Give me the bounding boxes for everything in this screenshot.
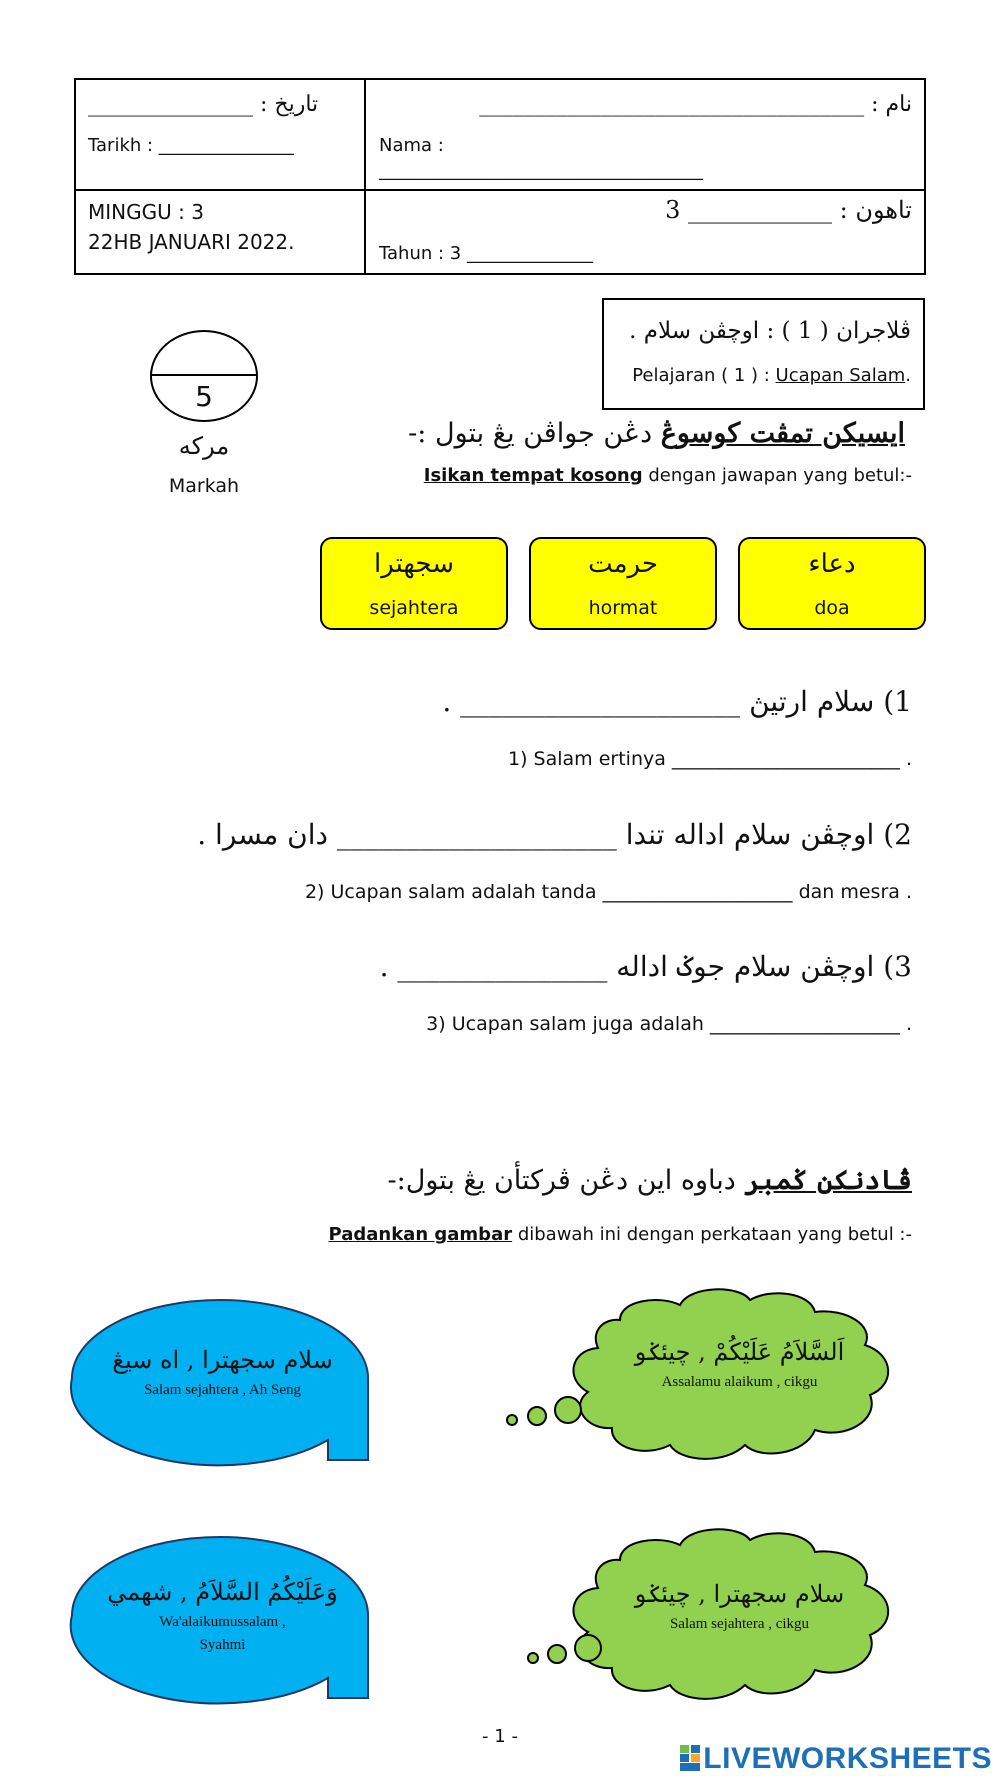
question-2-rumi[interactable]: 2) Ucapan salam adalah tanda ____________________ dan mesra .: [304, 881, 912, 903]
liveworksheets-icon: [680, 1745, 700, 1771]
bubble-rumi: Assalamu alaikum , cikgu: [661, 1374, 818, 1390]
cloud-assalamu-alaikum-text[interactable]: [612, 1338, 867, 1391]
thought-dot: [528, 1653, 538, 1663]
card-jawi: دعاء: [808, 549, 856, 579]
section2-jawi-bold: ڤادنكن ݢمبر: [744, 1165, 912, 1196]
nama-label: Nama :: [379, 135, 444, 156]
thought-dot: [555, 1397, 581, 1423]
bubble-jawi: سلام سجهترا , چيئݢو: [634, 1580, 845, 1608]
card-rumi: doa: [814, 597, 850, 619]
question-3-rumi[interactable]: 3) Ucapan salam juga adalah ____________________ .: [426, 1013, 912, 1035]
card-jawi: حرمت: [588, 549, 658, 579]
nama-field[interactable]: ____________________________________: [379, 160, 703, 181]
section1-rumi-rest: dengan jawapan yang betul:-: [642, 465, 912, 486]
nama-jawi: نام : ___________________________________: [479, 92, 912, 117]
card-jawi: سجهترا: [374, 549, 454, 579]
date-label: 22HB JANUARI 2022.: [88, 230, 295, 254]
tahun-field[interactable]: Tahun : 3 ______________: [379, 243, 593, 264]
section2-jawi-rest: دباوه اين دڠن ڤركتأن يڠ بتول:-: [387, 1165, 745, 1196]
tahun-jawi: تاهون : ____________ 3: [665, 196, 912, 224]
marks-label-rumi: Markah: [168, 475, 240, 497]
card-rumi: hormat: [588, 597, 658, 619]
brand-text: LIVEWORKSHEETS: [703, 1742, 992, 1775]
question-1-rumi[interactable]: 1) Salam ertinya ________________________ .: [508, 748, 912, 770]
cloud-salam-cikgu-text[interactable]: [612, 1580, 867, 1633]
bubble-rumi: Salam sejahtera , cikgu: [669, 1616, 810, 1632]
section2-rumi-bold: Padankan gambar: [328, 1224, 513, 1245]
section1-jawi-bold: ايسيكن تمڤت كوسوڠ: [660, 418, 905, 449]
tarikh-field[interactable]: Tarikh : _______________: [88, 135, 294, 156]
bubble-rumi-line2: Syahmi: [199, 1637, 246, 1653]
bubble-rumi: Wa'alaikumussalam ,: [159, 1614, 286, 1630]
bubble-syahmi-text[interactable]: [90, 1578, 355, 1654]
thought-dot: [575, 1635, 601, 1661]
bubble-jawi: سلام سجهترا , اه سيڠ: [112, 1346, 333, 1374]
page-number: - 1 -: [482, 1726, 518, 1747]
bubble-jawi: وَعَلَيْكُمُ السَّلاَمُ , شهمي: [107, 1578, 338, 1606]
lesson-prefix: Pelajaran ( 1 ) :: [632, 365, 776, 386]
bubble-ah-seng-text[interactable]: [90, 1346, 355, 1399]
tarikh-jawi: _______________ : تاريخ: [88, 92, 319, 117]
marks-score[interactable]: 5: [195, 380, 213, 413]
bubble-rumi: Salam sejahtera , Ah Seng: [143, 1382, 302, 1398]
liveworksheets-logo[interactable]: [680, 1742, 992, 1776]
question-3-jawi: 3) اوچڤن سلام جوݢ اداله _______________ .: [379, 950, 912, 983]
question-1-jawi: 1) سلام ارتيڽ ____________________ .: [442, 685, 912, 718]
thought-dot: [548, 1645, 566, 1663]
section1-rumi-bold: Isikan tempat kosong: [423, 465, 643, 486]
section2-rumi-rest: dibawah ini dengan perkataan yang betul :-: [512, 1224, 912, 1245]
question-2-jawi: 2) اوچڤن سلام اداله تندا ____________________ دان مسرا .: [197, 818, 912, 851]
card-rumi: sejahtera: [369, 597, 459, 619]
thought-dot: [507, 1415, 517, 1425]
lesson-suffix: .: [905, 365, 911, 386]
section1-jawi-rest: دڠن جواڤن يڠ بتول :-: [408, 418, 661, 449]
lesson-name: Ucapan Salam: [775, 365, 906, 386]
bubble-jawi: اَلسَّلاَمُ عَلَيْكُمْ , چيئݢو: [634, 1338, 845, 1366]
thought-dot: [528, 1407, 546, 1425]
marks-label-jawi: مركه: [178, 432, 230, 460]
lesson-title-jawi: ڤلاجران ( 1 ) : اوچڤن سلام .: [629, 318, 911, 344]
minggu-label: MINGGU : 3: [88, 200, 204, 224]
